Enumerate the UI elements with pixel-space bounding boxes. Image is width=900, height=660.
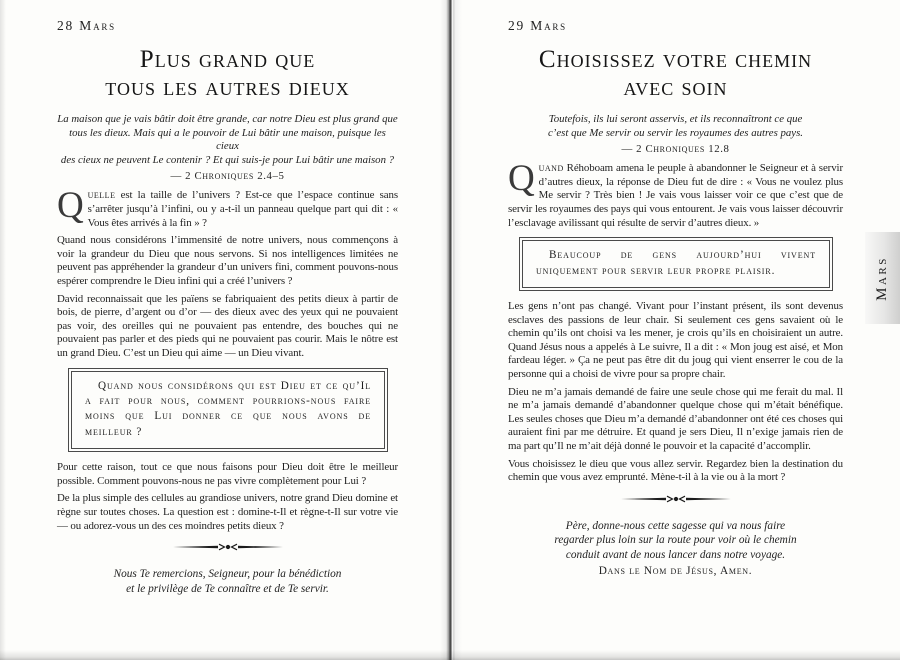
date-heading: 28 Mars bbox=[57, 18, 116, 33]
divider-ornament-icon bbox=[508, 492, 843, 510]
title-line: Choisissez votre chemin bbox=[538, 46, 813, 73]
scripture-reference: — 2 Chroniques 12.8 bbox=[621, 143, 730, 156]
closing-prayer bbox=[57, 567, 398, 596]
epigraph-line: des cieux ne peuvent Le contenir ? Et qui suis-je pour Lui bâtir une maison ? bbox=[60, 153, 395, 166]
month-tab-label: Mars bbox=[874, 255, 890, 301]
epigraph-line: tous les dieux. Mais qui a le pouvoir de Lui bâtir une maison, puisque les cieux bbox=[69, 126, 386, 153]
pull-quote-inner-border bbox=[522, 240, 830, 288]
title-line: tous les autres dieux bbox=[105, 74, 350, 101]
prayer-line: conduit avant de nous lancer dans notre voyage. bbox=[565, 548, 786, 561]
pull-quote-box bbox=[68, 368, 388, 453]
body-paragraph: Les gens n’ont pas changé. Vivant pour l’instant présent, ils sont devenus esclaves des passions de leur chair. Si seulement ces gens savaient où le chemin qu’ils ont choisi va les mener, je crois qu’ils en choisiraient un autre. Quand Jésus nous a appelés à Le suivre, Il a dit : « Mon joug est aisé, et Mon fardeau léger. » Ça ne peut pas être dit du joug qui vient enserrer le cou de la personne qui a choisi de vivre pour sa propre chair. bbox=[508, 299, 843, 380]
closing-prayer bbox=[508, 519, 843, 562]
body-paragraph: Quand nous considérons l’immensité de notre univers, nous commençons à voir la grandeur du Dieu que nous servons. Si nos intelligences limitées ne peuvent pas appréhender la grandeur d’un univers fini, comment pouvons-nous espérer comprendre le Dieu infini qui a créé l’univers ? bbox=[57, 234, 398, 287]
prayer-line: regarder plus loin sur la route pour voir où le chemin bbox=[554, 534, 797, 547]
drop-cap: Q bbox=[57, 185, 84, 227]
body-paragraph: Pour cette raison, tout ce que nous faisons pour Dieu doit être le meilleur possible. Comment pouvons-nous ne pas vivre complètement pour Lui ? bbox=[57, 461, 398, 487]
prayer-line: Nous Te remercions, Seigneur, pour la bénédiction bbox=[113, 568, 342, 581]
pull-quote-text: Quand nous considérons qui est Dieu et ce qu’Il a fait pour nous, comment pourrions-nous faire moins que Lui donner ce que nous avons de meilleur ? bbox=[85, 379, 371, 438]
scripture-reference: — 2 Chroniques 2.4–5 bbox=[170, 170, 285, 183]
month-thumb-tab bbox=[865, 232, 900, 324]
scripture-epigraph bbox=[57, 113, 398, 167]
paragraph-text: Réhoboam amena le peuple à abandonner le Seigneur et à servir d’autres dieux, la réponse de Dieu fut de dire : « Vous ne voulez plus Me servir ? Très bien ! Je vais vous laisser voir ce que c’est que de servir les royaumes des pays qui vous entourent. Je vais vous laisser découvrir l’esclavage avilissant qui résulte de servir d’autres dieux. » bbox=[508, 162, 843, 229]
epigraph-line: Toutefois, ils lui seront asservis, et ils reconnaîtront ce que bbox=[548, 113, 803, 125]
lead-small-caps: uelle bbox=[87, 189, 116, 202]
page-title bbox=[508, 46, 843, 102]
body-paragraph: Dieu ne m’a jamais demandé de faire une seule chose qui me ferait du mal. Il ne m’a jamais demandé d’abandonner quelque chose qui m’était bénéfique. Les seules choses que Dieu m’a demandé d’abandonner ont été ces choses qui auraient fini par me détruire. Et quand je sers Dieu, Il n’exige jamais rien de ma part qu’Il ne m’ait déjà donné le pouvoir et la capacité d’accomplir. bbox=[508, 385, 843, 452]
title-line: avec soin bbox=[623, 74, 728, 101]
pull-quote-inner-border bbox=[71, 371, 385, 450]
scripture-epigraph bbox=[508, 113, 843, 140]
prayer-line: et le privilège de Te connaître et de Te servir. bbox=[126, 582, 329, 595]
body-paragraph: David reconnaissait que les païens se fabriquaient des petits dieux à partir de bois, de pierre, d’argent ou d’or — des dieux avec des yeux qui ne pouvaient pas voir, des oreilles qui ne pouvaient pas entendre, des bouches qui ne pouvaient pas parler et des pieds qui ne pouvaient pas courir. Mais le nôtre est un grand Dieu. C’est un Dieu qui aime — un Dieu vivant. bbox=[57, 292, 398, 359]
prayer-line: Père, donne-nous cette sagesse qui va nous faire bbox=[565, 519, 786, 532]
date-heading: 29 Mars bbox=[508, 18, 567, 33]
pull-quote-text: Beaucoup de gens aujourd’hui vivent uniquement pour servir leur propre plaisir. bbox=[536, 249, 816, 277]
epigraph-line: c’est que Me servir ou servir les royaumes des autres pays. bbox=[548, 126, 803, 139]
page-right bbox=[450, 0, 900, 660]
epigraph-line: La maison que je vais bâtir doit être grande, car notre Dieu est plus grand que bbox=[57, 113, 398, 125]
title-line: Plus grand que bbox=[139, 46, 316, 73]
body-paragraph bbox=[508, 158, 843, 230]
prayer-amen-line: Dans le Nom de Jésus, Amen. bbox=[598, 564, 753, 577]
divider-ornament-icon bbox=[57, 540, 398, 558]
body-paragraph bbox=[57, 185, 398, 230]
page-title bbox=[57, 46, 398, 102]
body-paragraph: De la plus simple des cellules au grandiose univers, notre grand Dieu domine et règne sur toutes choses. La question est : domine-t-Il et règne-t-Il sur votre vie — ou adorez-vous un des ces moindres petits dieux ? bbox=[57, 492, 398, 532]
lead-small-caps: uand bbox=[538, 162, 564, 175]
paragraph-text: est la taille de l’univers ? Est-ce que l’espace continue sans s’arrêter jusqu’à l’infini, ou y a-t-il un panneau quelque part qui dit : « Vous êtes arrivés à la fin » ? bbox=[87, 189, 398, 229]
drop-cap: Q bbox=[508, 158, 535, 200]
pull-quote-box bbox=[519, 237, 833, 291]
body-paragraph: Vous choisissez le dieu que vous allez servir. Regardez bien la destination du chemin que vous avez emprunté. Mène-t-il à la vie ou à la mort ? bbox=[508, 457, 843, 484]
